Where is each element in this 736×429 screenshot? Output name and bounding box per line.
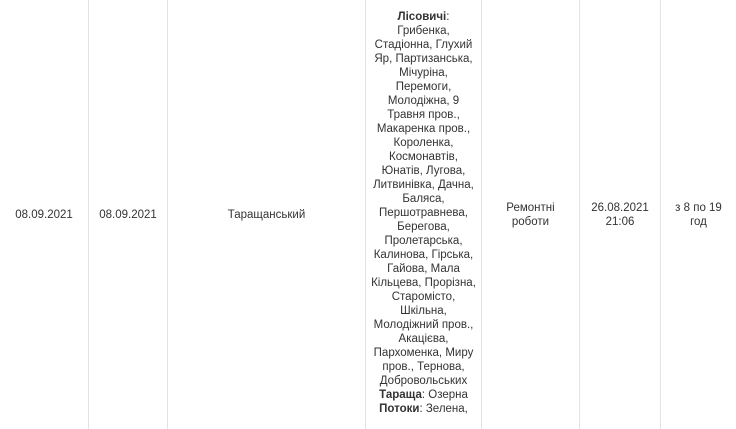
created-at-cell bbox=[580, 0, 661, 429]
address-list bbox=[366, 0, 481, 416]
locality-name: Тараща bbox=[379, 389, 422, 401]
end-date-cell bbox=[89, 0, 168, 429]
address-item bbox=[370, 10, 477, 388]
end-date: 08.09.2021 bbox=[99, 208, 157, 221]
street-list: : Озерна bbox=[421, 389, 468, 401]
address-item bbox=[370, 388, 477, 402]
street-list: : Грибенка, Стадіонна, Глухий Яр, Партизанська, Мічуріна, Перемоги, Молодіжна, 9 Травня пров., Макаренка пров., Короленка, Космонавтів, Юнатів, Лугова, Литвинівка, Дачна, Баляса, Першотравнева, Берегова, Пролетарська, Калинова, Гірська, Гайова, Мала Кільцева, Прорізна, Старомісто, Шкільна, Молодіжний пров., Акацієва, Пархоменка, Миру пров., Тернова, Добровольських bbox=[371, 11, 476, 387]
district: Таращанський bbox=[227, 208, 306, 221]
time-range-cell bbox=[661, 0, 736, 429]
start-date: 08.09.2021 bbox=[15, 208, 73, 221]
time-range: з 8 по 19 год bbox=[675, 201, 722, 228]
street-list: : Зелена, bbox=[419, 403, 468, 415]
locality-name: Лісовичі bbox=[397, 11, 447, 23]
start-date-cell bbox=[0, 0, 89, 429]
address-item bbox=[370, 402, 477, 416]
locality-name: Потоки bbox=[379, 403, 420, 415]
work-type-cell bbox=[482, 0, 580, 429]
district-cell bbox=[168, 0, 366, 429]
addresses-cell bbox=[366, 0, 482, 429]
work-type: Ремонтні роботи bbox=[506, 201, 555, 228]
created-at: 26.08.2021 21:06 bbox=[591, 201, 649, 228]
